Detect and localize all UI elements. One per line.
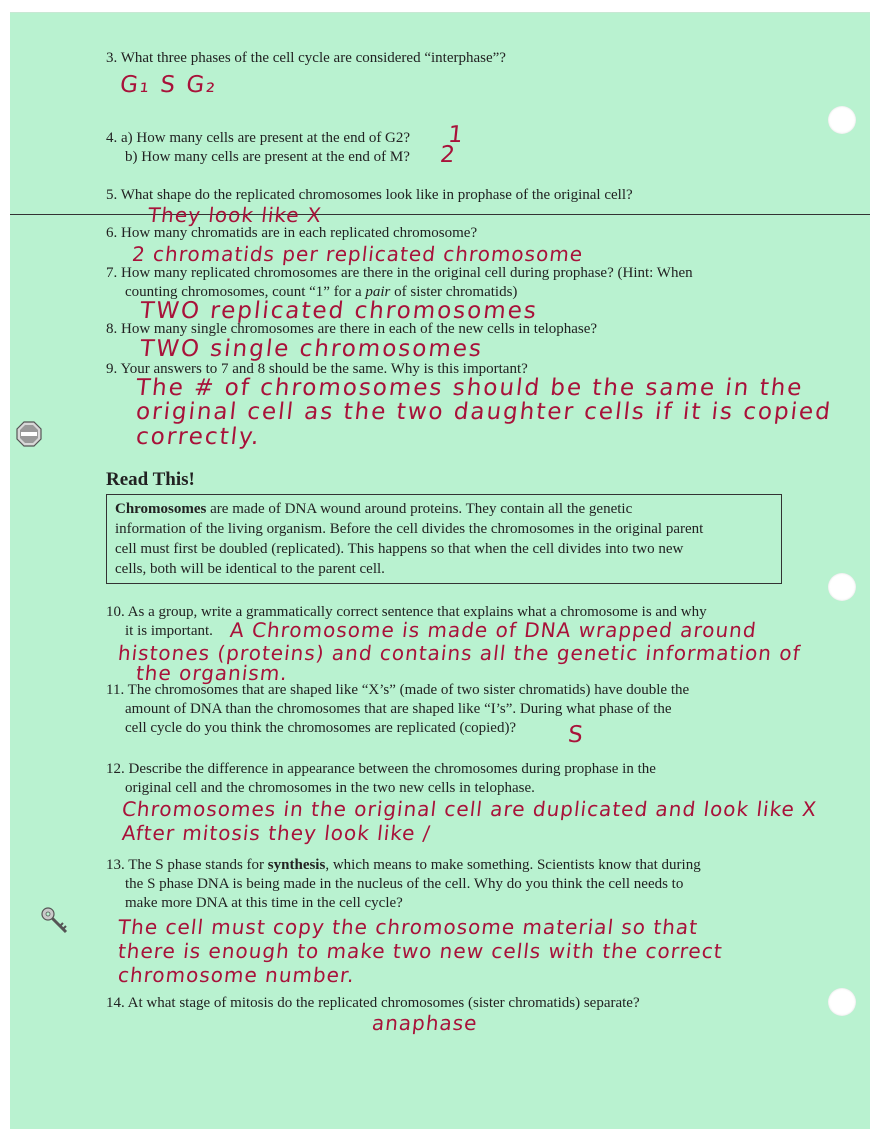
question-3: 3. What three phases of the cell cycle are considered “interphase”?: [106, 50, 506, 66]
answer-13-line1: The cell must copy the chromosome material so that: [116, 915, 700, 939]
answer-11: S: [566, 722, 587, 748]
stop-sign-icon: [16, 421, 42, 447]
answer-9-line1: The # of chromosomes should be the same in the: [134, 375, 805, 401]
read-this-term: Chromosomes: [115, 501, 207, 517]
question-13-line1: 13. The S phase stands for synthesis, which means to make something. Scientists know that during: [106, 857, 701, 873]
answer-3: G₁ S G₂: [118, 72, 219, 98]
answer-13-line3: chromosome number.: [116, 963, 357, 987]
answer-9-line2: original cell as the two daughter cells if it is copied: [134, 399, 834, 425]
answer-9-line3: correctly.: [134, 424, 262, 450]
question-7-line2: counting chromosomes, count “1” for a pair of sister chromatids): [125, 284, 518, 300]
binder-hole: [828, 106, 856, 134]
answer-5: They look like X: [146, 203, 324, 227]
answer-10-line3: the organism.: [134, 661, 290, 685]
read-this-heading: Read This!: [106, 469, 195, 490]
question-13: 13. The S phase stands for synthesis, which means to make something. Scientists know that during the S phase DNA is being made in the nucleus of the cell. Why do you think the cell needs to make more DNA at this time in the cell cycle?: [106, 857, 701, 911]
worksheet-page: [10, 12, 870, 1129]
read-this-box: Chromosomes are made of DNA wound around proteins. They contain all the genetic information of the living organism. Before the cell divides the chromosomes in the original parent cell must first be doubled (replicated). This happens so that when the cell divides into two new cells, both will be identical to the parent cell.: [106, 494, 782, 584]
binder-hole: [828, 988, 856, 1016]
page-divider: [10, 214, 870, 215]
answer-7: TWO replicated chromosomes: [138, 298, 540, 324]
question-12: 12. Describe the difference in appearance between the chromosomes during prophase in the original cell and the chromosomes in the two new cells in telophase.: [106, 761, 656, 796]
answer-14: anaphase: [370, 1011, 479, 1035]
question-4b: b) How many cells are present at the end of M?: [125, 149, 410, 165]
question-5: 5. What shape do the replicated chromosomes look like in prophase of the original cell?: [106, 187, 633, 203]
binder-hole: [828, 573, 856, 601]
answer-12-line2: After mitosis they look like /: [120, 821, 432, 845]
answer-10-line2: histones (proteins) and contains all the genetic information of: [116, 641, 802, 665]
question-4a: 4. a) How many cells are present at the end of G2?: [106, 130, 411, 146]
question-7: [106, 264, 796, 302]
key-icon: [40, 906, 70, 936]
question-7-line1: 7. How many replicated chromosomes are there in the original cell during prophase? (Hint: When: [106, 265, 693, 281]
question-6: 6. How many chromatids are in each replicated chromosome?: [106, 225, 478, 241]
question-9: 9. Your answers to 7 and 8 should be the same. Why is this important?: [106, 361, 528, 377]
answer-8: TWO single chromosomes: [138, 336, 485, 362]
answer-12-line1: Chromosomes in the original cell are duplicated and look like X: [120, 797, 819, 821]
question-10: 10. As a group, write a grammatically correct sentence that explains what a chromosome is and why it is important.: [106, 604, 707, 639]
answer-13-line2: there is enough to make two new cells with the correct: [116, 939, 724, 963]
answer-10-line1: A Chromosome is made of DNA wrapped around: [228, 618, 758, 642]
question-14: 14. At what stage of mitosis do the replicated chromosomes (sister chromatids) separate?: [106, 995, 640, 1011]
answer-4a: 1: [446, 122, 467, 148]
question-8: 8. How many single chromosomes are there in each of the new cells in telophase?: [106, 321, 598, 337]
answer-4b: 2: [438, 142, 459, 168]
answer-6: 2 chromatids per replicated chromosome: [130, 242, 585, 266]
question-11: 11. The chromosomes that are shaped like “X’s” (made of two sister chromatids) have double the amount of DNA than the chromosomes that are shaped like “I’s”. During what phase of the cell cycle do you think the chromosomes are replicated (copied)?: [106, 682, 690, 736]
